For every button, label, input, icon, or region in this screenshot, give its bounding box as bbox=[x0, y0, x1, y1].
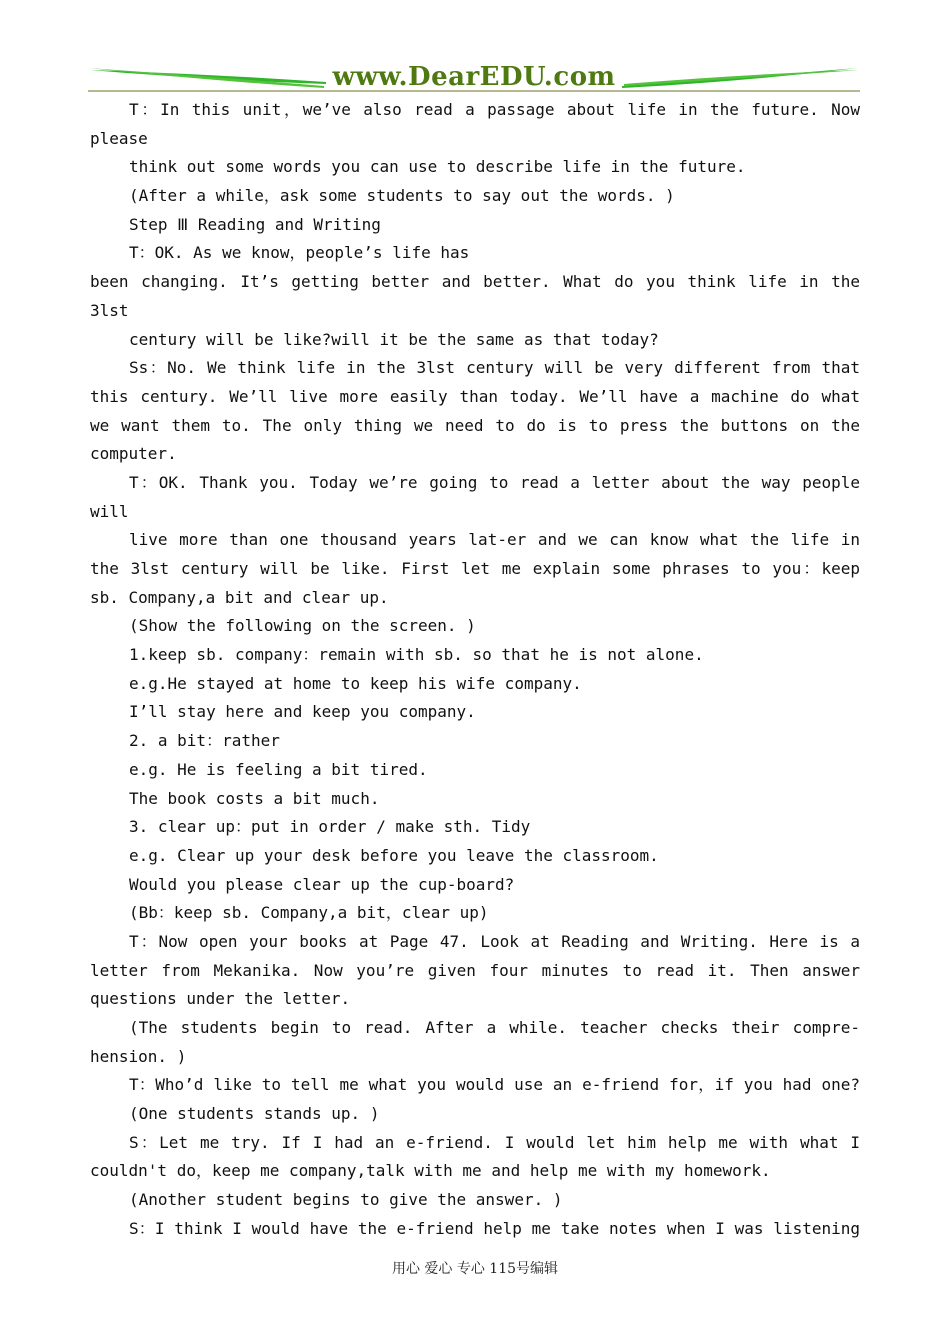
text-line: the 3lst century will be like. First let me explain some phrases to you：keep bbox=[90, 559, 860, 578]
document-body bbox=[90, 96, 860, 1244]
text-line: couldn't do，keep me company,talk with me and help me with my homework. bbox=[90, 1161, 771, 1181]
text-line: (The students begin to read. After a while. teacher checks their compre- bbox=[129, 1018, 860, 1037]
text-line: been changing. It’s getting better and better. What do you think life in the bbox=[90, 272, 860, 292]
text-line: will bbox=[90, 501, 129, 521]
site-logo-text: www.DearEDU.com bbox=[332, 62, 616, 92]
text-line: S：I think I would have the e-friend help me take notes when I was listening bbox=[129, 1218, 860, 1238]
text-line: hension. ) bbox=[90, 1046, 187, 1066]
text-line: Ss：No. We think life in the 3lst century will be very different from that bbox=[129, 358, 860, 378]
text-line: century will be like?will it be the same as that today? bbox=[129, 329, 659, 349]
text-line: (One students stands up. ) bbox=[129, 1104, 380, 1124]
site-header bbox=[88, 60, 860, 96]
text-line: (Show the following on the screen. ) bbox=[129, 616, 476, 636]
text-line: (Bb：keep sb. Company,a bit，clear up) bbox=[129, 903, 489, 923]
text-line: e.g.He stayed at home to keep his wife company. bbox=[129, 673, 582, 693]
text-line: e.g. He is feeling a bit tired. bbox=[129, 759, 428, 779]
text-line: T：OK. Thank you. Today we’re going to read a letter about the way people bbox=[129, 472, 860, 492]
text-line: 1.keep sb. company：remain with sb. so that he is not alone. bbox=[129, 645, 704, 665]
text-line: computer. bbox=[90, 444, 177, 464]
page-footer: 用心 爱心 专心 115号编辑 bbox=[391, 1261, 559, 1277]
text-line: sb. Company,a bit and clear up. bbox=[90, 587, 389, 607]
text-line: Would you please clear up the cup-board? bbox=[129, 874, 515, 894]
text-line: I’ll stay here and keep you company. bbox=[129, 702, 476, 722]
text-line: 3lst bbox=[90, 300, 129, 320]
text-line: please bbox=[90, 128, 148, 148]
text-line: (After a while，ask some students to say out the words. ) bbox=[129, 186, 675, 206]
text-line: letter from Mekanika. Now you’re given four minutes to read it. Then answer bbox=[90, 960, 860, 980]
text-line: T：Who’d like to tell me what you would use an e-friend for，if you had one? bbox=[129, 1075, 860, 1095]
text-line: 3. clear up：put in order / make sth. Tidy bbox=[129, 817, 531, 837]
text-line: S：Let me try. If I had an e-friend. I would let him help me with what I bbox=[129, 1132, 860, 1152]
text-line: T：In this unit，we’ve also read a passage about life in the future. Now bbox=[129, 100, 860, 119]
text-line: questions under the letter. bbox=[90, 989, 351, 1009]
text-line: The book costs a bit much. bbox=[129, 788, 380, 808]
text-line: think out some words you can use to describe life in the future. bbox=[129, 157, 746, 177]
text-line: e.g. Clear up your desk before you leave the classroom. bbox=[129, 845, 659, 865]
text-line: we want them to. The only thing we need to do is to press the buttons on the bbox=[90, 415, 860, 435]
text-line: T：Now open your books at Page 47. Look at Reading and Writing. Here is a bbox=[129, 931, 860, 951]
text-line: this century. We’ll live more easily than today. We’ll have a machine do what bbox=[90, 386, 860, 406]
text-line: live more than one thousand years lat-er and we can know what the life in bbox=[129, 530, 860, 550]
text-line: (Another student begins to give the answer. ) bbox=[129, 1190, 563, 1210]
text-line: T：OK. As we know，people’s life has bbox=[129, 243, 470, 263]
text-line: Step Ⅲ Reading and Writing bbox=[129, 214, 381, 234]
text-line: 2. a bit：rather bbox=[129, 731, 280, 751]
